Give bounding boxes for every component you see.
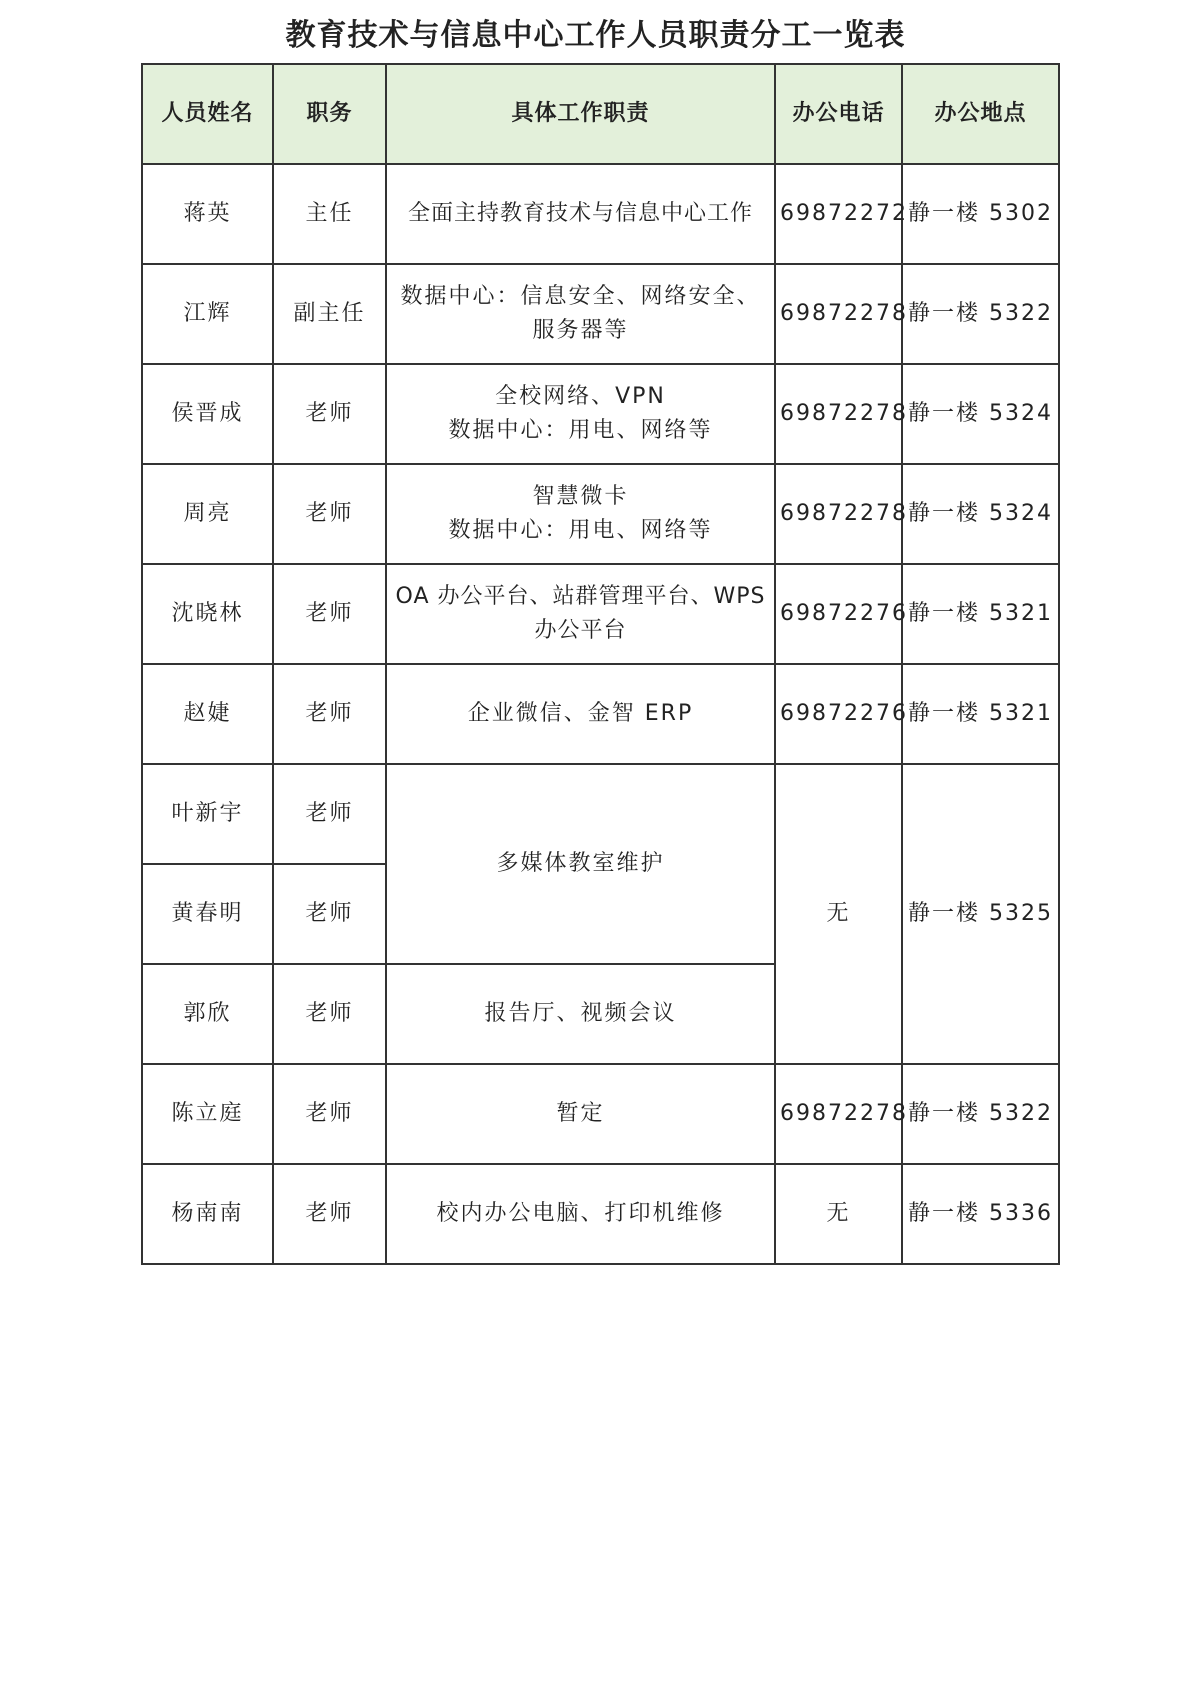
cell-duties: OA 办公平台、站群管理平台、WPS 办公平台 xyxy=(386,564,775,664)
cell-location: 静一楼 5302 xyxy=(902,164,1059,264)
table-row xyxy=(142,1064,1059,1164)
cell-duties: 校内办公电脑、打印机维修 xyxy=(386,1164,775,1264)
cell-name: 郭欣 xyxy=(142,964,273,1064)
cell-name: 赵婕 xyxy=(142,664,273,764)
table-row xyxy=(142,664,1059,764)
cell-duties: 暂定 xyxy=(386,1064,775,1164)
cell-duties: 全校网络、VPN 数据中心：用电、网络等 xyxy=(386,364,775,464)
cell-duties: 报告厅、视频会议 xyxy=(386,964,775,1064)
cell-duties: 智慧微卡 数据中心：用电、网络等 xyxy=(386,464,775,564)
cell-name: 沈晓林 xyxy=(142,564,273,664)
cell-position: 副主任 xyxy=(273,264,386,364)
cell-location: 静一楼 5336 xyxy=(902,1164,1059,1264)
table-row xyxy=(142,364,1059,464)
cell-phone: 69872276 xyxy=(775,664,902,764)
cell-position: 老师 xyxy=(273,864,386,964)
table-row xyxy=(142,1164,1059,1264)
header-position: 职务 xyxy=(273,64,386,164)
header-name: 人员姓名 xyxy=(142,64,273,164)
cell-location: 静一楼 5324 xyxy=(902,464,1059,564)
cell-position: 老师 xyxy=(273,564,386,664)
staff-duties-table xyxy=(141,63,1060,1265)
cell-position: 主任 xyxy=(273,164,386,264)
cell-location: 静一楼 5322 xyxy=(902,1064,1059,1164)
cell-phone: 69872278 xyxy=(775,1064,902,1164)
table-row xyxy=(142,564,1059,664)
cell-phone: 69872272 xyxy=(775,164,902,264)
cell-position: 老师 xyxy=(273,1064,386,1164)
header-phone: 办公电话 xyxy=(775,64,902,164)
cell-name: 蒋英 xyxy=(142,164,273,264)
table-row xyxy=(142,464,1059,564)
cell-location: 静一楼 5321 xyxy=(902,564,1059,664)
cell-duties-merged: 多媒体教室维护 xyxy=(386,764,775,964)
cell-position: 老师 xyxy=(273,664,386,764)
page-title: 教育技术与信息中心工作人员职责分工一览表 xyxy=(285,18,906,53)
cell-duties: 企业微信、金智 ERP xyxy=(386,664,775,764)
cell-name: 侯晋成 xyxy=(142,364,273,464)
cell-name: 杨南南 xyxy=(142,1164,273,1264)
cell-phone: 69872278 xyxy=(775,264,902,364)
header-duties: 具体工作职责 xyxy=(386,64,775,164)
cell-phone: 69872276 xyxy=(775,564,902,664)
cell-position: 老师 xyxy=(273,464,386,564)
cell-phone: 69872278 xyxy=(775,464,902,564)
cell-name: 黄春明 xyxy=(142,864,273,964)
cell-name: 陈立庭 xyxy=(142,1064,273,1164)
table-header-row xyxy=(142,64,1059,164)
cell-position: 老师 xyxy=(273,964,386,1064)
cell-name: 江辉 xyxy=(142,264,273,364)
cell-phone-merged: 无 xyxy=(775,764,902,1064)
cell-phone: 69872278 xyxy=(775,364,902,464)
cell-position: 老师 xyxy=(273,364,386,464)
table-row xyxy=(142,764,1059,864)
cell-position: 老师 xyxy=(273,764,386,864)
cell-phone: 无 xyxy=(775,1164,902,1264)
header-location: 办公地点 xyxy=(902,64,1059,164)
cell-duties: 数据中心：信息安全、网络安全、 服务器等 xyxy=(386,264,775,364)
cell-location: 静一楼 5322 xyxy=(902,264,1059,364)
cell-name: 叶新宇 xyxy=(142,764,273,864)
cell-position: 老师 xyxy=(273,1164,386,1264)
cell-duties: 全面主持教育技术与信息中心工作 xyxy=(386,164,775,264)
cell-location-merged: 静一楼 5325 xyxy=(902,764,1059,1064)
cell-name: 周亮 xyxy=(142,464,273,564)
cell-location: 静一楼 5324 xyxy=(902,364,1059,464)
cell-location: 静一楼 5321 xyxy=(902,664,1059,764)
table-row xyxy=(142,264,1059,364)
table-row xyxy=(142,164,1059,264)
